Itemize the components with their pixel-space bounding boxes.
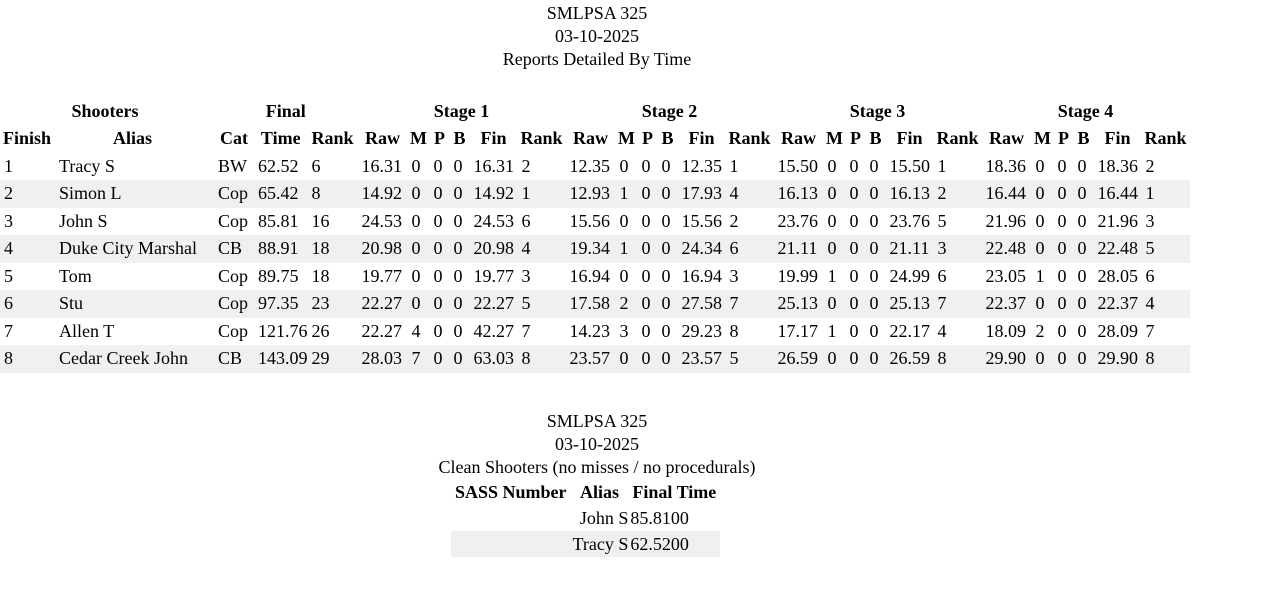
stage1-b-cell: 0 xyxy=(453,320,463,341)
stage2-b-cell: 0 xyxy=(658,235,678,263)
stage4-p-cell: 0 xyxy=(1054,180,1074,208)
stage3-p-cell: 0 xyxy=(849,320,859,341)
stage2-m-cell: 0 xyxy=(619,210,629,231)
stage1-p-cell: 0 xyxy=(433,320,443,341)
stage2-p-cell: 0 xyxy=(641,265,651,286)
final-time-cell: 62.5200 xyxy=(628,531,720,557)
stage3-fin-cell: 26.59 xyxy=(886,345,934,373)
finish-cell: 7 xyxy=(4,320,13,341)
rank-cell: 26 xyxy=(311,320,330,341)
rank-cell: 16 xyxy=(311,210,330,231)
table-row xyxy=(0,235,1190,263)
finish-cell: 1 xyxy=(4,155,13,176)
stage3-rank-cell: 7 xyxy=(934,290,982,318)
stage4-rank-cell: 1 xyxy=(1142,180,1190,208)
stage1-raw-cell: 14.92 xyxy=(358,180,408,208)
stage1-p-cell: 0 xyxy=(433,265,443,286)
time-cell: 62.52 xyxy=(258,155,299,176)
th-stage4-fin: Fin xyxy=(1104,128,1131,149)
stage4-raw-cell: 18.36 xyxy=(985,155,1026,176)
stage2-fin-cell: 29.23 xyxy=(681,320,722,341)
stage2-raw-cell: 14.23 xyxy=(569,320,610,341)
stage4-raw-cell: 29.90 xyxy=(982,345,1032,373)
finish-cell: 8 xyxy=(0,345,55,373)
stage1-raw-cell: 22.27 xyxy=(358,290,408,318)
stage3-raw-cell: 17.17 xyxy=(777,320,818,341)
alias-cell: Tracy S xyxy=(59,155,115,176)
stage3-rank-cell: 4 xyxy=(937,320,947,341)
th-stage2-b: B xyxy=(661,128,674,149)
stage1-b-cell: 0 xyxy=(453,155,463,176)
stage4-p-cell: 0 xyxy=(1054,345,1074,373)
sass-number-header: SASS Number xyxy=(455,481,567,502)
th-stage4-raw: Raw xyxy=(989,128,1024,149)
stage3-fin-cell: 21.11 xyxy=(886,235,934,263)
stage3-b-cell: 0 xyxy=(866,345,886,373)
th-rank: Rank xyxy=(311,128,354,149)
stage1-p-cell: 0 xyxy=(430,235,450,263)
column-header-row xyxy=(0,125,1190,153)
stage3-p-cell: 0 xyxy=(846,290,866,318)
rank-cell: 8 xyxy=(308,180,358,208)
stage3-p-cell: 0 xyxy=(849,155,859,176)
stage2-fin-cell: 17.93 xyxy=(678,180,726,208)
group-stage-3: Stage 3 xyxy=(849,101,906,121)
stage4-fin-cell: 21.96 xyxy=(1097,210,1138,231)
stage4-m-cell: 0 xyxy=(1032,290,1054,318)
stage4-rank-cell: 5 xyxy=(1142,235,1190,263)
stage3-b-cell: 0 xyxy=(869,265,879,286)
stage4-b-cell: 0 xyxy=(1077,320,1087,341)
stage3-m-cell: 0 xyxy=(824,180,846,208)
stage2-b-cell: 0 xyxy=(661,320,671,341)
stage2-p-cell: 0 xyxy=(641,320,651,341)
th-stage3-raw: Raw xyxy=(781,128,816,149)
stage1-p-cell: 0 xyxy=(430,180,450,208)
stage3-raw-cell: 26.59 xyxy=(774,345,824,373)
stage3-p-cell: 0 xyxy=(849,210,859,231)
time-cell: 85.81 xyxy=(258,210,299,231)
stage1-rank-cell: 7 xyxy=(521,320,531,341)
stage3-p-cell: 0 xyxy=(846,345,866,373)
cat-cell: Cop xyxy=(214,290,254,318)
stage1-m-cell: 0 xyxy=(411,265,421,286)
stage1-raw-cell: 16.31 xyxy=(361,155,402,176)
stage4-fin-cell: 28.05 xyxy=(1097,265,1138,286)
rank-cell: 6 xyxy=(311,155,321,176)
stage4-raw-cell: 16.44 xyxy=(982,180,1032,208)
stage2-b-cell: 0 xyxy=(661,265,671,286)
stage2-b-cell: 0 xyxy=(658,290,678,318)
stage4-fin-cell: 28.09 xyxy=(1097,320,1138,341)
th-stage3-rank: Rank xyxy=(936,128,979,149)
stage2-p-cell: 0 xyxy=(638,290,658,318)
stage2-fin-cell: 27.58 xyxy=(678,290,726,318)
stage2-raw-cell: 12.35 xyxy=(569,155,610,176)
stage2-m-cell: 0 xyxy=(616,345,638,373)
stage1-fin-cell: 20.98 xyxy=(470,235,518,263)
stage1-fin-cell: 16.31 xyxy=(473,155,514,176)
stage4-fin-cell: 29.90 xyxy=(1094,345,1142,373)
stage3-raw-cell: 16.13 xyxy=(774,180,824,208)
stage2-b-cell: 0 xyxy=(661,155,671,176)
stage2-fin-cell: 24.34 xyxy=(678,235,726,263)
time-cell: 143.09 xyxy=(254,345,308,373)
stage3-m-cell: 0 xyxy=(827,155,837,176)
stage2-fin-cell: 16.94 xyxy=(681,265,722,286)
stage2-m-cell: 2 xyxy=(616,290,638,318)
final-time-cell: 85.8100 xyxy=(630,507,689,528)
stage3-p-cell: 0 xyxy=(849,265,859,286)
stage3-rank-cell: 3 xyxy=(934,235,982,263)
time-cell: 65.42 xyxy=(254,180,308,208)
stage3-raw-cell: 19.99 xyxy=(777,265,818,286)
stage4-b-cell: 0 xyxy=(1077,210,1087,231)
th-time: Time xyxy=(260,128,301,149)
clean-shooters-table xyxy=(451,479,720,557)
report-date: 03-10-2025 xyxy=(555,26,639,46)
stage4-raw-cell: 21.96 xyxy=(985,210,1026,231)
finish-cell: 5 xyxy=(4,265,13,286)
group-shooters: Shooters xyxy=(71,101,139,121)
th-stage3-fin: Fin xyxy=(896,128,923,149)
stage3-b-cell: 0 xyxy=(866,235,886,263)
stage3-m-cell: 1 xyxy=(827,320,837,341)
report-title: SMLPSA 325 xyxy=(546,3,648,23)
time-cell: 88.91 xyxy=(254,235,308,263)
th-stage2-p: P xyxy=(642,128,653,149)
stage2-b-cell: 0 xyxy=(658,345,678,373)
th-stage3-p: P xyxy=(850,128,861,149)
stage2-rank-cell: 7 xyxy=(726,290,774,318)
th-stage2-fin: Fin xyxy=(688,128,715,149)
stage4-fin-cell: 16.44 xyxy=(1094,180,1142,208)
table-row xyxy=(0,180,1190,208)
table-row xyxy=(0,153,1190,181)
stage3-raw-cell: 25.13 xyxy=(774,290,824,318)
th-stage1-raw: Raw xyxy=(365,128,400,149)
stage3-b-cell: 0 xyxy=(869,210,879,231)
stage1-m-cell: 7 xyxy=(408,345,430,373)
stage4-p-cell: 0 xyxy=(1054,235,1074,263)
stage4-rank-cell: 4 xyxy=(1142,290,1190,318)
stage2-p-cell: 0 xyxy=(638,180,658,208)
th-stage4-p: P xyxy=(1058,128,1069,149)
stage3-m-cell: 0 xyxy=(824,235,846,263)
stage3-raw-cell: 15.50 xyxy=(777,155,818,176)
stage1-p-cell: 0 xyxy=(433,155,443,176)
finish-cell: 3 xyxy=(4,210,13,231)
rank-cell: 23 xyxy=(308,290,358,318)
stage4-rank-cell: 7 xyxy=(1145,320,1155,341)
stage1-rank-cell: 1 xyxy=(518,180,566,208)
stage2-raw-cell: 23.57 xyxy=(566,345,616,373)
stage1-raw-cell: 28.03 xyxy=(358,345,408,373)
stage4-fin-cell: 22.37 xyxy=(1094,290,1142,318)
alias-cell: John S xyxy=(59,210,108,231)
stage2-p-cell: 0 xyxy=(641,210,651,231)
stage3-b-cell: 0 xyxy=(866,180,886,208)
cat-cell: Cop xyxy=(218,265,249,286)
stage1-raw-cell: 24.53 xyxy=(361,210,402,231)
stage1-rank-cell: 6 xyxy=(521,210,531,231)
stage3-p-cell: 0 xyxy=(846,235,866,263)
stage1-p-cell: 0 xyxy=(430,290,450,318)
stage1-rank-cell: 8 xyxy=(518,345,566,373)
finish-cell: 4 xyxy=(0,235,55,263)
th-stage4-m: M xyxy=(1034,128,1051,149)
stage4-m-cell: 0 xyxy=(1032,345,1054,373)
stage2-p-cell: 0 xyxy=(638,235,658,263)
rank-cell: 18 xyxy=(311,265,330,286)
stage1-fin-cell: 14.92 xyxy=(470,180,518,208)
stage4-b-cell: 0 xyxy=(1077,265,1087,286)
stage2-rank-cell: 1 xyxy=(729,155,739,176)
stage3-rank-cell: 1 xyxy=(937,155,947,176)
clean-header-row xyxy=(451,479,720,505)
stage1-rank-cell: 2 xyxy=(521,155,531,176)
th-stage3-m: M xyxy=(826,128,843,149)
th-stage1-b: B xyxy=(453,128,466,149)
stage3-m-cell: 1 xyxy=(827,265,837,286)
stage3-rank-cell: 5 xyxy=(937,210,947,231)
stage4-p-cell: 0 xyxy=(1057,320,1067,341)
stage1-m-cell: 0 xyxy=(411,210,421,231)
alias-cell: John S xyxy=(579,507,629,528)
stage2-m-cell: 0 xyxy=(619,155,629,176)
stage1-b-cell: 0 xyxy=(450,290,470,318)
stage1-b-cell: 0 xyxy=(450,180,470,208)
stage1-m-cell: 0 xyxy=(408,235,430,263)
report-header xyxy=(0,2,1194,71)
stage4-raw-cell: 23.05 xyxy=(985,265,1026,286)
stage1-raw-cell: 19.77 xyxy=(361,265,402,286)
stage2-rank-cell: 4 xyxy=(726,180,774,208)
stage4-b-cell: 0 xyxy=(1074,235,1094,263)
finish-cell: 6 xyxy=(0,290,55,318)
stage1-m-cell: 0 xyxy=(408,180,430,208)
stage1-fin-cell: 63.03 xyxy=(470,345,518,373)
th-cat: Cat xyxy=(220,128,248,149)
stage3-fin-cell: 24.99 xyxy=(889,265,930,286)
stage3-raw-cell: 23.76 xyxy=(777,210,818,231)
stage4-fin-cell: 22.48 xyxy=(1094,235,1142,263)
stage2-rank-cell: 5 xyxy=(726,345,774,373)
table-row xyxy=(0,318,1190,346)
th-stage2-raw: Raw xyxy=(573,128,608,149)
stage2-rank-cell: 8 xyxy=(729,320,739,341)
stage2-m-cell: 0 xyxy=(619,265,629,286)
stage2-m-cell: 3 xyxy=(619,320,629,341)
stage1-rank-cell: 5 xyxy=(518,290,566,318)
stage4-m-cell: 2 xyxy=(1035,320,1045,341)
stage3-fin-cell: 15.50 xyxy=(889,155,930,176)
stage2-raw-cell: 17.58 xyxy=(566,290,616,318)
stage2-raw-cell: 12.93 xyxy=(566,180,616,208)
stage2-fin-cell: 12.35 xyxy=(681,155,722,176)
alias-header: Alias xyxy=(579,481,619,502)
stage2-p-cell: 0 xyxy=(638,345,658,373)
cat-cell: Cop xyxy=(214,180,254,208)
stage2-fin-cell: 15.56 xyxy=(681,210,722,231)
rank-cell: 29 xyxy=(308,345,358,373)
stage2-rank-cell: 3 xyxy=(729,265,739,286)
stage1-p-cell: 0 xyxy=(433,210,443,231)
stage4-b-cell: 0 xyxy=(1074,290,1094,318)
stage4-p-cell: 0 xyxy=(1054,290,1074,318)
stage2-rank-cell: 2 xyxy=(729,210,739,231)
stage3-m-cell: 0 xyxy=(824,345,846,373)
time-cell: 97.35 xyxy=(254,290,308,318)
stage2-p-cell: 0 xyxy=(641,155,651,176)
finish-cell: 2 xyxy=(0,180,55,208)
stage3-rank-cell: 6 xyxy=(937,265,947,286)
stage2-b-cell: 0 xyxy=(658,180,678,208)
stage2-b-cell: 0 xyxy=(661,210,671,231)
stage2-raw-cell: 19.34 xyxy=(566,235,616,263)
th-stage1-m: M xyxy=(410,128,427,149)
stage1-b-cell: 0 xyxy=(453,210,463,231)
stage2-m-cell: 1 xyxy=(616,235,638,263)
group-stage-4: Stage 4 xyxy=(1057,101,1114,121)
clean-header xyxy=(0,410,1194,479)
time-cell: 89.75 xyxy=(258,265,299,286)
stage1-rank-cell: 3 xyxy=(521,265,531,286)
stage2-m-cell: 1 xyxy=(616,180,638,208)
group-final: Final xyxy=(265,101,306,121)
stage4-m-cell: 0 xyxy=(1035,155,1045,176)
stage4-p-cell: 0 xyxy=(1057,210,1067,231)
th-stage2-m: M xyxy=(618,128,635,149)
stage4-rank-cell: 8 xyxy=(1142,345,1190,373)
clean-subtitle: Clean Shooters (no misses / no procedurals) xyxy=(438,457,756,477)
group-header-row xyxy=(0,98,1190,125)
rank-cell: 18 xyxy=(308,235,358,263)
th-finish: Finish xyxy=(3,128,52,149)
sass-number-cell xyxy=(451,505,571,531)
alias-cell: Cedar Creek John xyxy=(55,345,210,373)
clean-row xyxy=(451,505,720,531)
alias-cell: Tracy S xyxy=(571,531,629,557)
stage3-m-cell: 0 xyxy=(824,290,846,318)
stage1-m-cell: 4 xyxy=(411,320,421,341)
stage1-m-cell: 0 xyxy=(408,290,430,318)
stage1-fin-cell: 24.53 xyxy=(473,210,514,231)
th-stage3-b: B xyxy=(869,128,882,149)
sass-number-cell xyxy=(451,531,571,557)
stage4-b-cell: 0 xyxy=(1077,155,1087,176)
stage4-b-cell: 0 xyxy=(1074,180,1094,208)
stage4-raw-cell: 18.09 xyxy=(985,320,1026,341)
stage4-b-cell: 0 xyxy=(1074,345,1094,373)
table-row xyxy=(0,263,1190,291)
th-stage4-b: B xyxy=(1077,128,1090,149)
results-table xyxy=(0,98,1190,373)
stage1-raw-cell: 20.98 xyxy=(358,235,408,263)
stage3-m-cell: 0 xyxy=(827,210,837,231)
stage3-fin-cell: 22.17 xyxy=(889,320,930,341)
clean-title: SMLPSA 325 xyxy=(546,411,648,431)
stage3-b-cell: 0 xyxy=(869,320,879,341)
table-row xyxy=(0,290,1190,318)
stage2-raw-cell: 15.56 xyxy=(569,210,610,231)
clean-date: 03-10-2025 xyxy=(555,434,639,454)
stage3-b-cell: 0 xyxy=(869,155,879,176)
group-stage-2: Stage 2 xyxy=(641,101,698,121)
stage1-raw-cell: 22.27 xyxy=(361,320,402,341)
cat-cell: BW xyxy=(218,155,247,176)
stage4-m-cell: 0 xyxy=(1032,180,1054,208)
alias-cell: Simon L xyxy=(55,180,210,208)
stage4-m-cell: 0 xyxy=(1035,210,1045,231)
th-stage4-rank: Rank xyxy=(1144,128,1187,149)
stage4-m-cell: 1 xyxy=(1035,265,1045,286)
stage4-m-cell: 0 xyxy=(1032,235,1054,263)
stage2-fin-cell: 23.57 xyxy=(678,345,726,373)
stage4-p-cell: 0 xyxy=(1057,155,1067,176)
stage3-fin-cell: 23.76 xyxy=(889,210,930,231)
cat-cell: CB xyxy=(214,235,254,263)
th-alias: Alias xyxy=(112,128,152,149)
stage4-rank-cell: 6 xyxy=(1145,265,1155,286)
th-stage1-p: P xyxy=(434,128,445,149)
table-row xyxy=(0,345,1190,373)
stage1-b-cell: 0 xyxy=(453,265,463,286)
stage3-fin-cell: 16.13 xyxy=(886,180,934,208)
report-subtitle: Reports Detailed By Time xyxy=(502,49,692,69)
clean-row xyxy=(451,531,720,557)
final-time-header: Final Time xyxy=(632,481,717,502)
stage4-raw-cell: 22.48 xyxy=(982,235,1032,263)
stage3-raw-cell: 21.11 xyxy=(774,235,824,263)
stage4-rank-cell: 3 xyxy=(1145,210,1155,231)
stage1-rank-cell: 4 xyxy=(518,235,566,263)
stage3-p-cell: 0 xyxy=(846,180,866,208)
alias-cell: Duke City Marshal xyxy=(55,235,210,263)
stage1-b-cell: 0 xyxy=(450,345,470,373)
group-stage-1: Stage 1 xyxy=(433,101,490,121)
th-stage1-fin: Fin xyxy=(480,128,507,149)
stage3-rank-cell: 2 xyxy=(934,180,982,208)
stage4-rank-cell: 2 xyxy=(1145,155,1155,176)
cat-cell: Cop xyxy=(218,320,249,341)
stage3-fin-cell: 25.13 xyxy=(886,290,934,318)
stage2-rank-cell: 6 xyxy=(726,235,774,263)
stage3-rank-cell: 8 xyxy=(934,345,982,373)
stage3-b-cell: 0 xyxy=(866,290,886,318)
th-stage1-rank: Rank xyxy=(520,128,563,149)
alias-cell: Stu xyxy=(55,290,210,318)
stage1-m-cell: 0 xyxy=(411,155,421,176)
cat-cell: Cop xyxy=(218,210,249,231)
alias-cell: Tom xyxy=(59,265,92,286)
th-stage2-rank: Rank xyxy=(728,128,771,149)
stage4-raw-cell: 22.37 xyxy=(982,290,1032,318)
stage4-p-cell: 0 xyxy=(1057,265,1067,286)
stage1-fin-cell: 22.27 xyxy=(470,290,518,318)
stage1-fin-cell: 19.77 xyxy=(473,265,514,286)
stage4-fin-cell: 18.36 xyxy=(1097,155,1138,176)
stage1-p-cell: 0 xyxy=(430,345,450,373)
cat-cell: CB xyxy=(214,345,254,373)
stage1-fin-cell: 42.27 xyxy=(473,320,514,341)
stage1-b-cell: 0 xyxy=(450,235,470,263)
table-row xyxy=(0,208,1190,236)
stage2-raw-cell: 16.94 xyxy=(569,265,610,286)
time-cell: 121.76 xyxy=(258,320,308,341)
alias-cell: Allen T xyxy=(59,320,115,341)
